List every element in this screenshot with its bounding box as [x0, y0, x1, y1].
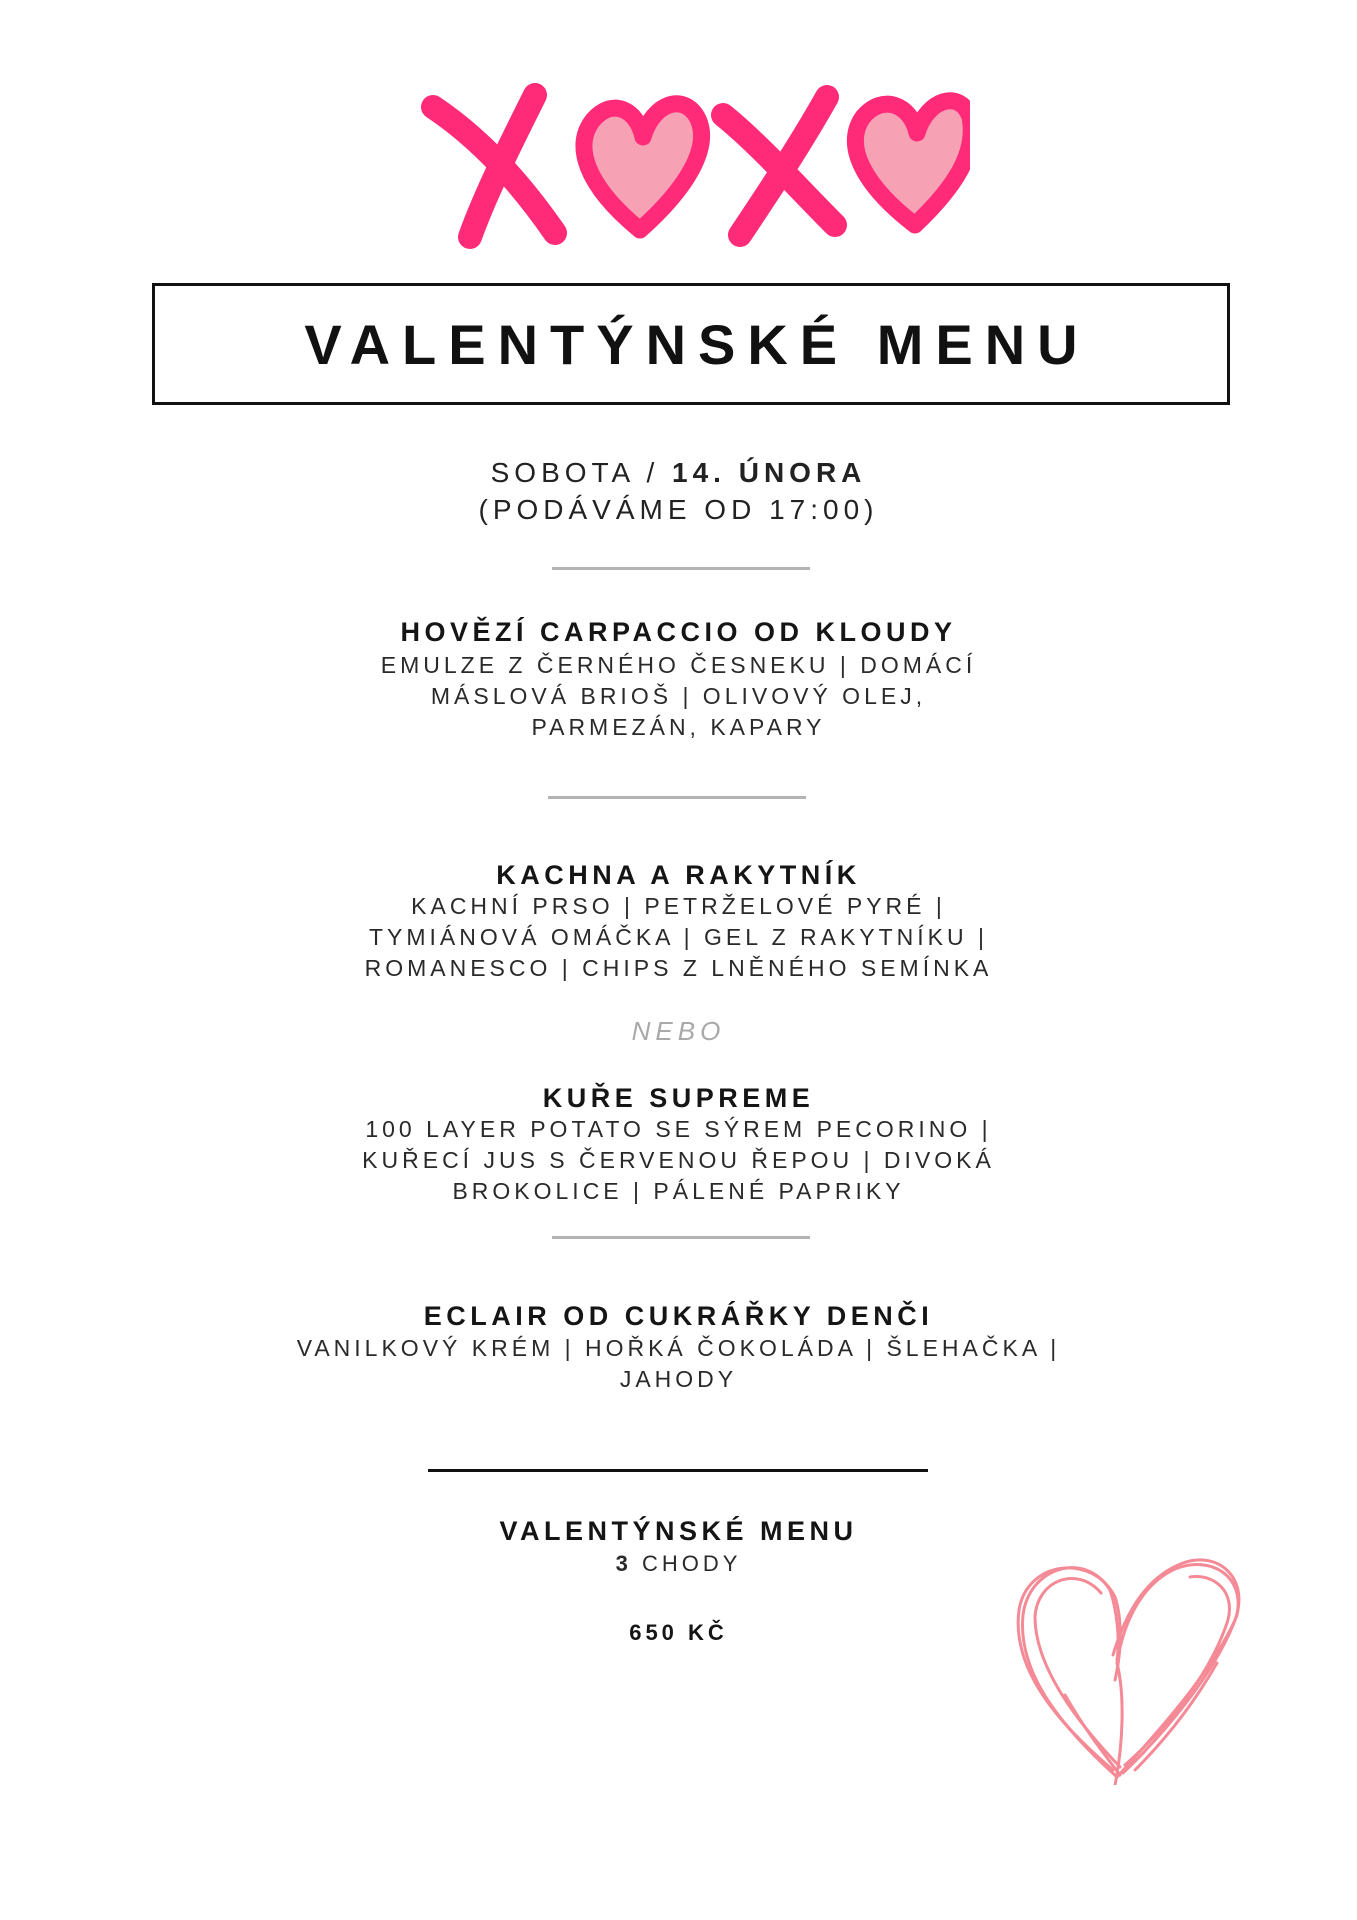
page-title: VALENTÝNSKÉ MENU [304, 312, 1090, 376]
desc-line: MÁSLOVÁ BRIOŠ | OLIVOVÝ OLEJ, [430, 683, 927, 709]
dish-name-4: ECLAIR OD CUKRÁŘKY DENČI [423, 1301, 934, 1331]
price: 650 KČ [629, 1620, 728, 1645]
heart-icon [584, 104, 702, 230]
title-box [152, 283, 1230, 405]
desc-line: BROKOLICE | PÁLENÉ PAPRIKY [452, 1178, 905, 1204]
dish-desc-3 [0, 1114, 1357, 1207]
desc-line: ROMANESCO | CHIPS Z LNĚNÉHO SEMÍNKA [364, 955, 993, 981]
divider [548, 796, 806, 799]
dish-name-1: HOVĚZÍ CARPACCIO OD KLOUDY [400, 617, 957, 647]
courses-count-number: 3 [615, 1551, 632, 1576]
or-label: NEBO [631, 1016, 726, 1046]
dish-desc-1 [0, 650, 1357, 743]
x-letter-icon [433, 95, 555, 237]
desc-line: KUŘECÍ JUS S ČERVENOU ŘEPOU | DIVOKÁ [362, 1147, 995, 1173]
desc-line: TYMIÁNOVÁ OMÁČKA | GEL Z RAKYTNÍKU | [368, 924, 988, 950]
dish-name-2: KACHNA A RAKYTNÍK [496, 860, 861, 890]
courses-count-label: CHODY [641, 1551, 742, 1576]
scribble-heart-icon [1005, 1545, 1250, 1785]
desc-line: 100 LAYER POTATO SE SÝREM PECORINO | [365, 1116, 992, 1142]
xoxo-logo [415, 75, 970, 250]
date-line [0, 454, 1357, 492]
desc-line: EMULZE Z ČERNÉHO ČESNEKU | DOMÁCÍ [380, 652, 977, 678]
desc-line: JAHODY [619, 1366, 738, 1392]
desc-line: KACHNÍ PRSO | PETRŽELOVÉ PYRÉ | [411, 893, 946, 919]
desc-line: VANILKOVÝ KRÉM | HOŘKÁ ČOKOLÁDA | ŠLEHAČKA | [296, 1335, 1061, 1361]
divider [552, 1236, 810, 1239]
divider [552, 567, 810, 570]
dish-desc-4 [0, 1333, 1357, 1395]
x-letter-icon [723, 97, 835, 235]
serving-time: (PODÁVÁME OD 17:00) [478, 494, 879, 525]
dish-desc-2 [0, 891, 1357, 984]
dish-name-3: KUŘE SUPREME [542, 1083, 815, 1113]
date-day: SOBOTA / [490, 457, 660, 488]
footer-rule [428, 1469, 928, 1472]
date-date: 14. ÚNORA [672, 457, 867, 488]
heart-icon [855, 101, 970, 225]
footer-title: VALENTÝNSKÉ MENU [499, 1516, 858, 1546]
desc-line: PARMEZÁN, KAPARY [531, 714, 826, 740]
